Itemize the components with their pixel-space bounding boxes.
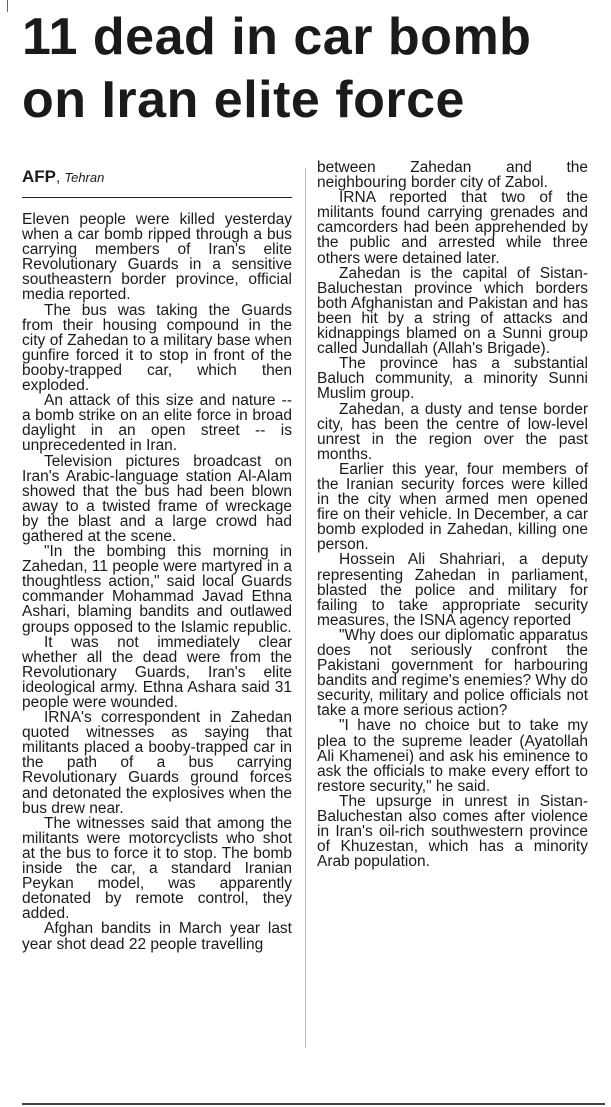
column-divider [305,168,306,1048]
left-column [22,160,292,952]
paragraph: The upsurge in unrest in Sistan-Baluchestan also comes after violence in Iran's oil-rich southwestern province of Khuzestan, which has a minority Arab population. [317,792,588,871]
byline-location: Tehran [64,170,105,185]
right-column [317,160,588,869]
paragraph: Afghan bandits in March year last year shot dead 22 people travelling [22,920,292,953]
paragraph: The witnesses said that among the militants were motorcyclists who shot at the bus to force it to stop. The bomb inside the car, a standard Iranian Peykan model, was apparently detonated by remote control, they added. [22,814,292,923]
paragraph: Earlier this year, four members of the Iranian security forces were killed in the city when armed men opened fire on their vehicle. In December, a car bomb exploded in Zahedan, killing one person. [317,460,588,554]
paragraph: Zahedan is the capital of Sistan-Baluchestan province which borders both Afghanistan and Pakistan and has been hit by a string of attacks and kidnappings blamed on a Sunni group called Jundallah (Allah's Brigade). [317,264,588,358]
paragraph: Hossein Ali Shahriari, a deputy representing Zahedan in parliament, blasted the police and military for failing to take appropriate security measures, the ISNA agency reported [317,551,588,629]
paragraph: An attack of this size and nature -- a bomb strike on an elite force in broad daylight in an open street -- is unprecedented in Iran. [22,392,292,455]
byline-divider [22,197,292,198]
paragraph: "I have no choice but to take my plea to the supreme leader (Ayatollah Ali Khamenei) and ask his eminence to ask the officials to make every effort to restore security," he said. [317,717,588,795]
paragraph: IRNA reported that two of the militants found carrying grenades and camcorders had been apprehended by the public and arrested while three others were detained later. [317,189,588,267]
paragraph: Eleven people were killed yesterday when a car bomb ripped through a bus carrying members of Iran's elite Revolutionary Guards in a sensitive southeastern border province, official media reported. [22,211,292,304]
paragraph: "In the bombing this morning in Zahedan, 11 people were martyred in a thoughtless action," said local Guards commander Mohammad Javad Ethna Ashari, blaming bandits and outlawed groups opposed to the Islamic republic. [22,543,292,636]
top-margin-mark [7,0,8,12]
paragraph: The bus was taking the Guards from their housing compound in the city of Zahedan to a military base when gunfire forced it to stop in front of the booby-trapped car, which then exploded. [22,301,292,395]
headline: 11 dead in car bomb on Iran elite force [22,8,532,129]
paragraph: "Why does our diplomatic apparatus does not seriously confront the Pakistani government for harbouring bandits and regime's enemies? Why do security, military and police officials not take a more serious action? [317,626,588,720]
paragraph: The province has a substantial Baluch community, a minority Sunni Muslim group. [317,355,588,403]
paragraph: IRNA's correspondent in Zahedan quoted witnesses as saying that militants placed a booby-trapped car in the path of a bus carrying Revolutionary Guards ground forces and detonated the explosives when the bus drew near. [22,709,292,817]
paragraph: Zahedan, a dusty and tense border city, has been the centre of low-level unrest in the region over the past months. [317,400,588,463]
paragraph: between Zahedan and the neighbouring border city of Zabol. [317,159,588,192]
paragraph: It was not immediately clear whether all the dead were from the Revolutionary Guards, Iran's elite ideological army. Ethna Ashara said 31 people were wounded. [22,633,292,711]
paragraph: Television pictures broadcast on Iran's Arabic-language station Al-Alam showed that the bus had been blown away to a twisted frame of wreckage by the blast and a large crowd had gathered at the scene. [22,452,292,545]
bottom-rule [22,1103,605,1105]
byline: AFP, Tehran [22,167,105,186]
byline-agency: AFP [22,167,56,186]
